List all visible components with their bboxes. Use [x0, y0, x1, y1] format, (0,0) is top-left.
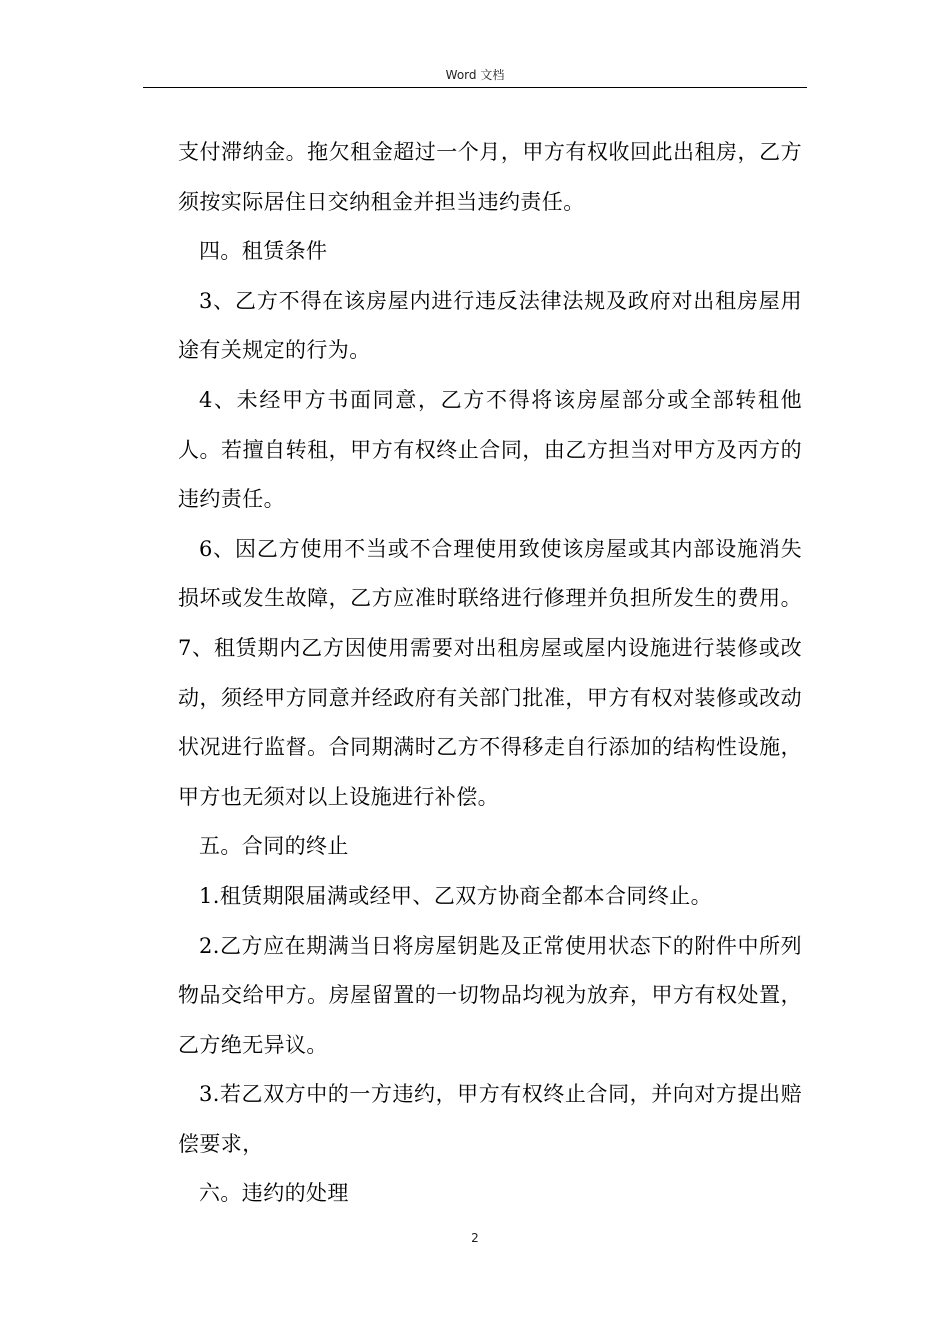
document-body	[178, 128, 802, 1219]
termination-clause-3: 3.若乙双方中的一方违约，甲方有权终止合同，并向对方提出赔偿要求，	[178, 1082, 802, 1156]
section-heading-lease-conditions: 四。租赁条件	[199, 239, 328, 264]
paragraph-late-fee: 支付滞纳金。拖欠租金超过一个月，甲方有权收回此出租房，乙方须按实际居住日交纳租金并担当违约责任。	[178, 140, 802, 214]
section-heading-breach: 六。违约的处理	[199, 1181, 349, 1206]
header-divider	[143, 87, 807, 88]
page-number: 2	[471, 1231, 479, 1245]
clause-4: 4、未经甲方书面同意，乙方不得将该房屋部分或全部转租他人。若擅自转租，甲方有权终止合同，由乙方担当对甲方及丙方的违约责任。	[178, 387, 802, 512]
termination-clause-2: 2.乙方应在期满当日将房屋钥匙及正常使用状态下的附件中所列物品交给甲方。房屋留置的一切物品均视为放弃，甲方有权处置，乙方绝无异议。	[178, 933, 802, 1057]
clause-6-7: 6、因乙方使用不当或不合理使用致使该房屋或其内部设施消失损坏或发生故障，乙方应准时联络进行修理并负担所发生的费用。7、租赁期内乙方因使用需要对出租房屋或屋内设施进行装修或改动，须经甲方同意并经政府有关部门批准，甲方有权对装修或改动状况进行监督。合同期满时乙方不得移走自行添加的结构性设施，甲方也无须对以上设施进行补偿。	[178, 536, 802, 809]
clause-3: 3、乙方不得在该房屋内进行违反法律法规及政府对出租房屋用途有关规定的行为。	[178, 288, 802, 363]
section-heading-termination: 五。合同的终止	[199, 834, 349, 859]
termination-clause-1: 1.租赁期限届满或经甲、乙双方协商全都本合同终止。	[199, 883, 713, 908]
page-header: Word 文档	[445, 68, 505, 82]
